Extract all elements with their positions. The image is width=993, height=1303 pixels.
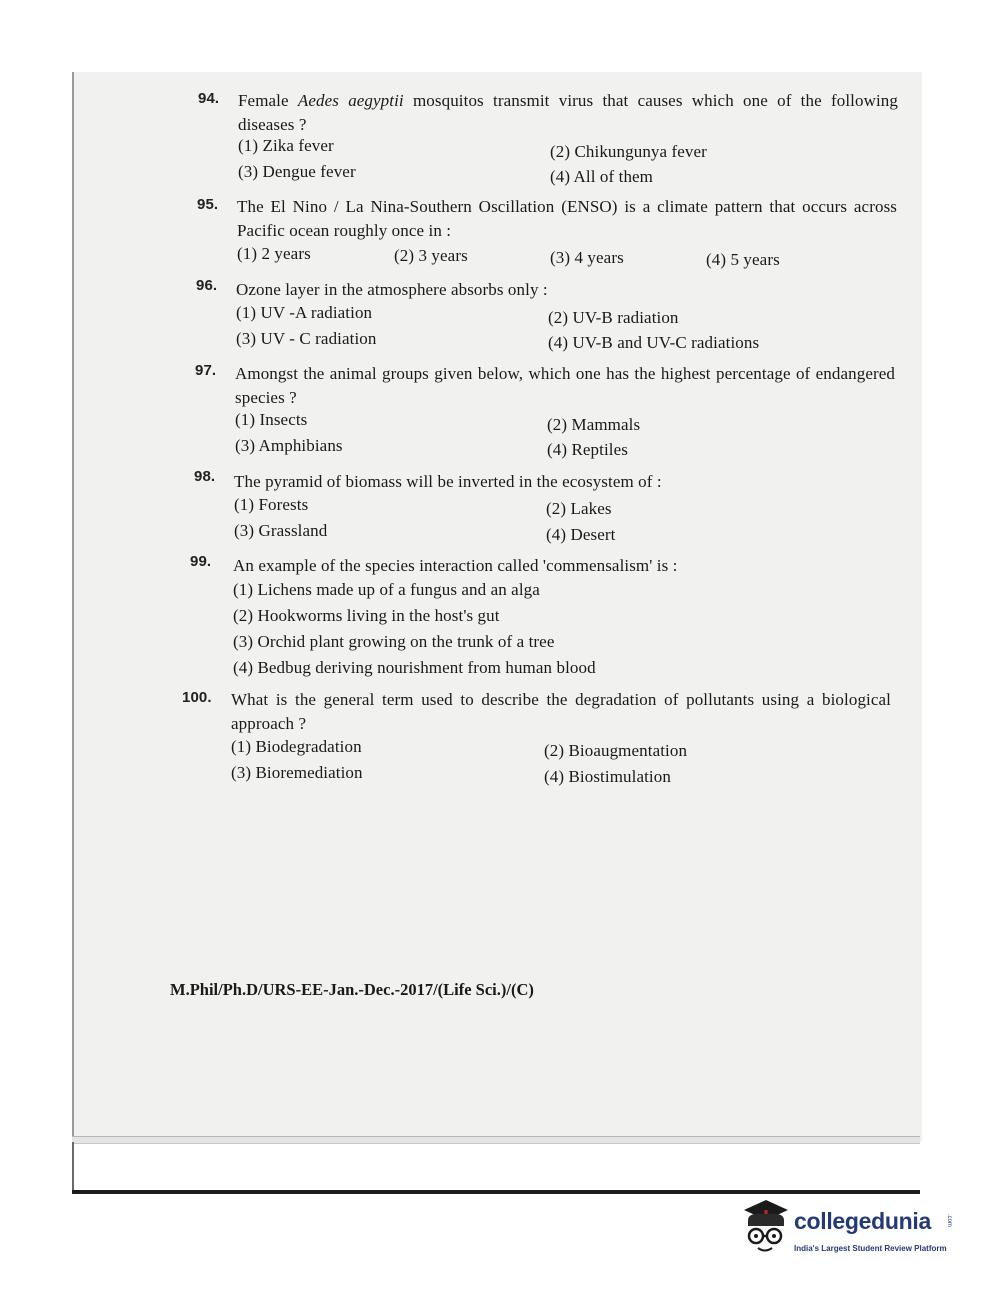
- option-1: (1) Zika fever: [238, 136, 334, 155]
- option-2: (2) 3 years: [394, 246, 468, 265]
- option-1: (1) Biodegradation: [231, 737, 362, 756]
- option-3: (3) Bioremediation: [231, 763, 363, 782]
- option-4: (4) UV-B and UV-C radiations: [548, 333, 760, 352]
- question-number: 94.: [198, 90, 220, 107]
- option-4: (4) All of them: [550, 167, 654, 186]
- option-4: (4) Reptiles: [547, 440, 628, 459]
- question-text: The pyramid of biomass will be inverted in the ecosystem of :: [234, 472, 662, 491]
- question-number: 98.: [194, 468, 216, 485]
- option-2: (2) Bioaugmentation: [544, 741, 688, 760]
- brand-tagline: India's Largest Student Review Platform: [794, 1244, 947, 1253]
- brand-domain: .com: [946, 1214, 952, 1228]
- collegedunia-logo[interactable]: [736, 1196, 966, 1266]
- option-3: (3) Dengue fever: [238, 162, 356, 181]
- option-2: (2) Chikungunya fever: [550, 142, 707, 161]
- option-2: (2) Hookworms living in the host's gut: [233, 606, 500, 625]
- option-4: (4) Bedbug deriving nourishment from human blood: [233, 658, 596, 677]
- option-2: (2) UV-B radiation: [548, 308, 679, 327]
- option-3: (3) Amphibians: [235, 436, 343, 455]
- question-number: 97.: [195, 362, 217, 379]
- option-3: (3) 4 years: [550, 248, 624, 267]
- option-4: (4) 5 years: [706, 250, 780, 269]
- option-1: (1) Forests: [234, 495, 309, 514]
- question-text: Female Aedes aegyptii mosquitos transmit virus that causes which one of the following diseases ?: [238, 91, 898, 134]
- paper-code: M.Phil/Ph.D/URS-EE-Jan.-Dec.-2017/(Life Sci.)/(C): [170, 980, 534, 999]
- question-text: An example of the species interaction called 'commensalism' is :: [233, 556, 678, 575]
- option-1: (1) UV -A radiation: [236, 303, 373, 322]
- question-text: What is the general term used to describe the degradation of pollutants using a biological approach ?: [231, 690, 891, 733]
- option-1: (1) Lichens made up of a fungus and an alga: [233, 580, 540, 599]
- scan-left-edge: [72, 1142, 74, 1192]
- brand-name: collegedunia: [794, 1208, 931, 1234]
- question-number: 95.: [197, 196, 219, 213]
- option-4: (4) Desert: [546, 525, 616, 544]
- option-4: (4) Biostimulation: [544, 767, 671, 786]
- page-divider: [72, 1190, 920, 1194]
- question-text: Amongst the animal groups given below, which one has the highest percentage of endangered species ?: [235, 364, 895, 407]
- option-3: (3) Grassland: [234, 521, 328, 540]
- option-3: (3) Orchid plant growing on the trunk of a tree: [233, 632, 555, 651]
- graduate-mascot-icon: [736, 1196, 792, 1258]
- scan-bottom-edge: [72, 1136, 920, 1144]
- question-number: 99.: [190, 553, 212, 570]
- question-number: 100.: [182, 689, 212, 706]
- option-1: (1) Insects: [235, 410, 308, 429]
- option-2: (2) Lakes: [546, 499, 612, 518]
- question-text: The El Nino / La Nina-Southern Oscillation (ENSO) is a climate pattern that occurs across Pacific ocean roughly once in :: [237, 197, 897, 240]
- option-3: (3) UV - C radiation: [236, 329, 377, 348]
- question-text: Ozone layer in the atmosphere absorbs only :: [236, 280, 548, 299]
- question-number: 96.: [196, 277, 218, 294]
- option-2: (2) Mammals: [547, 415, 641, 434]
- option-1: (1) 2 years: [237, 244, 311, 263]
- species-name: Aedes aegyptii: [297, 91, 404, 110]
